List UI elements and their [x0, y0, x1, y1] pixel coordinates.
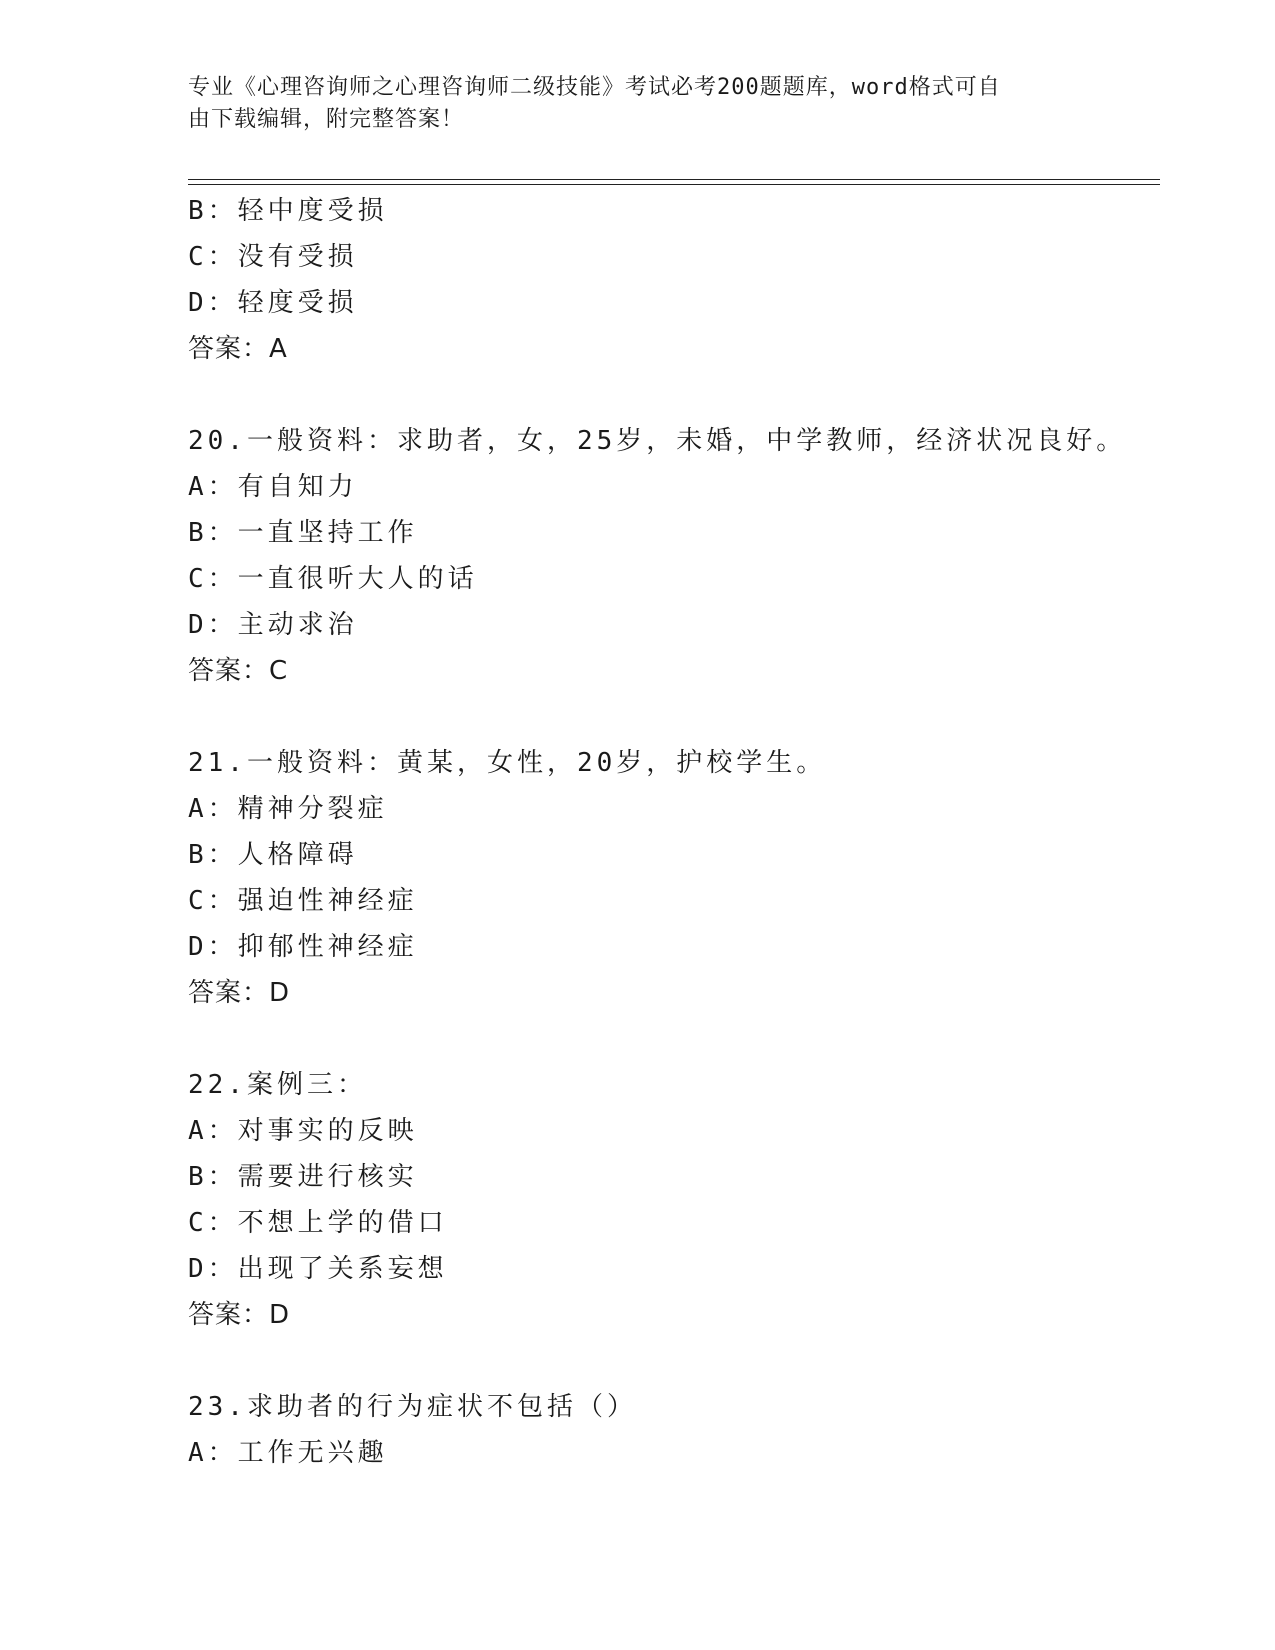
- option-d: D：抑郁性神经症: [188, 932, 418, 962]
- answer: 答案：C: [188, 656, 289, 686]
- document-header: [188, 72, 1068, 136]
- option-c: C：不想上学的借口: [188, 1208, 448, 1238]
- option-b: B：人格障碍: [188, 840, 358, 870]
- option-a: A：对事实的反映: [188, 1116, 418, 1146]
- question-stem: 22.案例三：: [188, 1070, 367, 1100]
- option-a: A：工作无兴趣: [188, 1438, 388, 1468]
- option-b: B：需要进行核实: [188, 1162, 418, 1192]
- option-d: D：主动求治: [188, 610, 358, 640]
- question-stem: 20.一般资料：求助者，女，25岁，未婚，中学教师，经济状况良好。: [188, 426, 1127, 456]
- spacer: [188, 372, 1148, 418]
- question-23: [188, 1384, 1148, 1476]
- option-a: A：精神分裂症: [188, 794, 388, 824]
- question-20: [188, 418, 1148, 694]
- spacer: [188, 694, 1148, 740]
- question-22: [188, 1062, 1148, 1338]
- question-19-tail: [188, 188, 1148, 372]
- option-c: C：强迫性神经症: [188, 886, 418, 916]
- spacer: [188, 1016, 1148, 1062]
- answer: 答案：A: [188, 334, 288, 364]
- header-line-2: 由下载编辑，附完整答案！: [188, 107, 465, 132]
- header-rule-bottom: [188, 184, 1160, 185]
- option-d: D：轻度受损: [188, 288, 358, 318]
- question-list: [188, 188, 1148, 1476]
- option-a: A：有自知力: [188, 472, 358, 502]
- question-stem: 21.一般资料：黄某，女性，20岁，护校学生。: [188, 748, 827, 778]
- header-rule-top: [188, 179, 1160, 180]
- option-b: B：一直坚持工作: [188, 518, 418, 548]
- header-line-1: 专业《心理咨询师之心理咨询师二级技能》考试必考200题题库，word格式可自: [188, 75, 1001, 100]
- answer: 答案：D: [188, 978, 291, 1008]
- option-d: D：出现了关系妄想: [188, 1254, 448, 1284]
- question-stem: 23.求助者的行为症状不包括（）: [188, 1392, 637, 1422]
- question-21: [188, 740, 1148, 1016]
- option-c: C：一直很听大人的话: [188, 564, 478, 594]
- option-b: B：轻中度受损: [188, 196, 388, 226]
- option-c: C：没有受损: [188, 242, 358, 272]
- spacer: [188, 1338, 1148, 1384]
- answer: 答案：D: [188, 1300, 291, 1330]
